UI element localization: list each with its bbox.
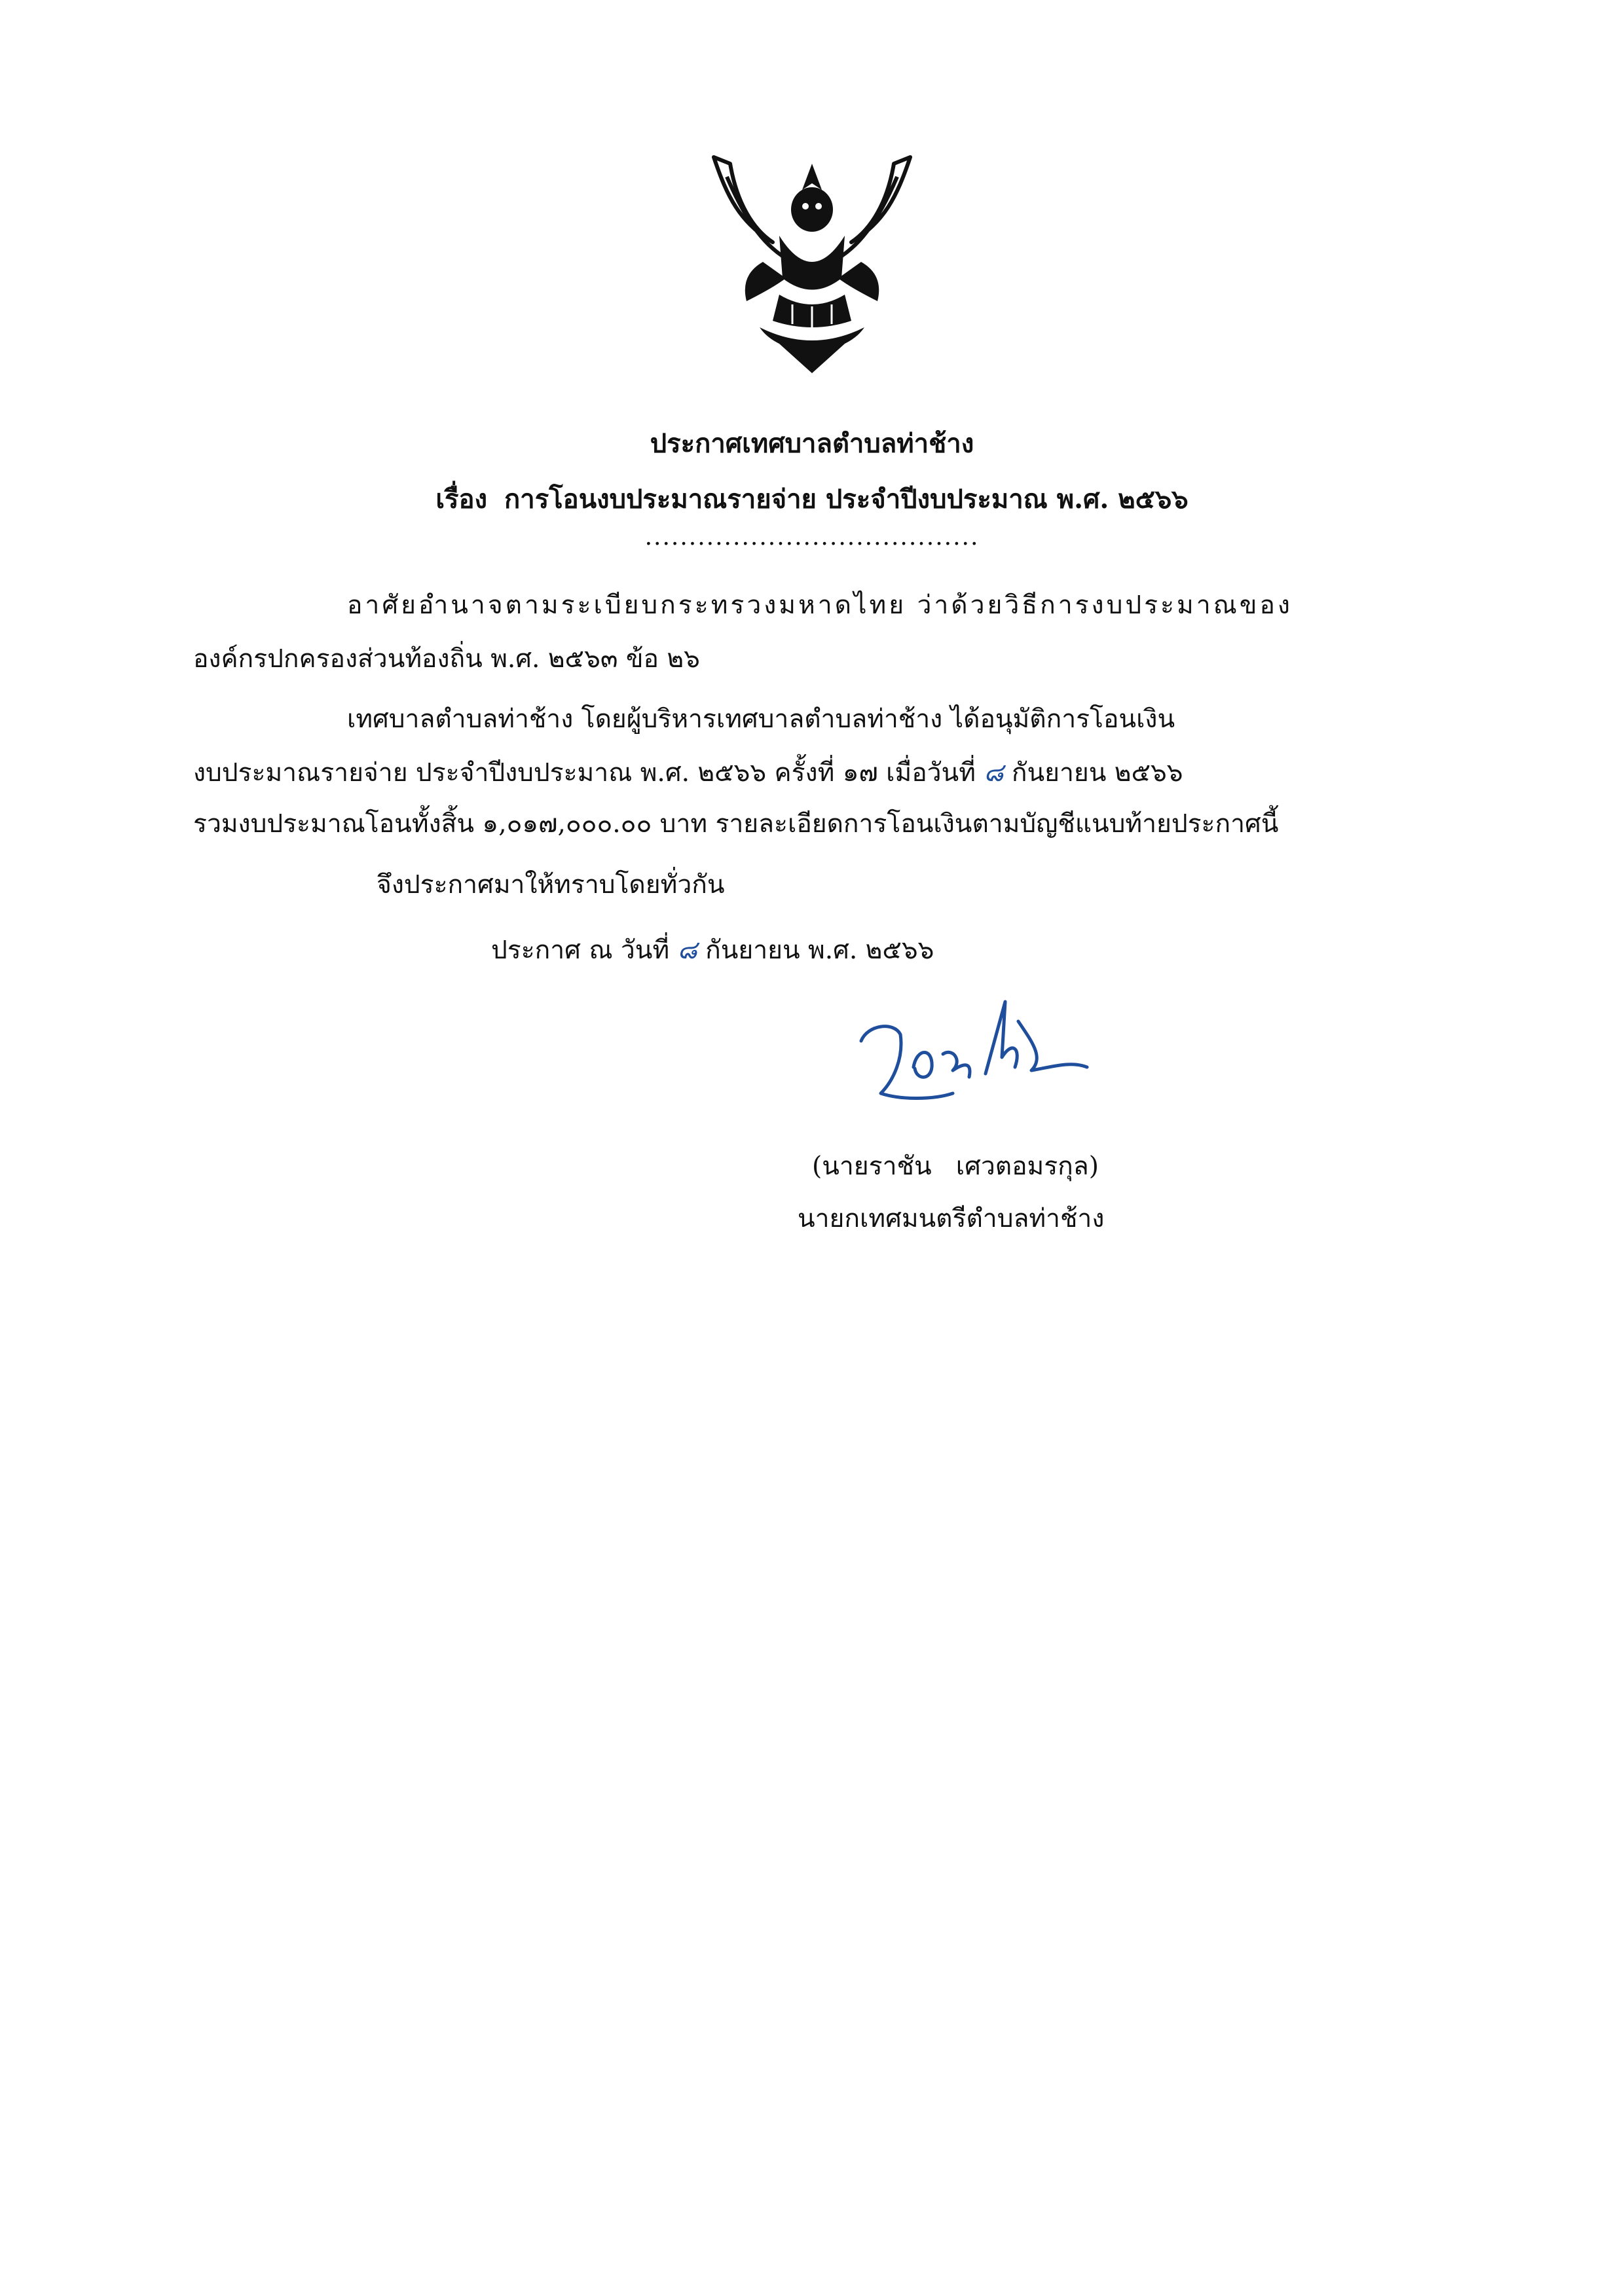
paragraph-2-line-2-text: งบประมาณรายจ่าย ประจำปีงบประมาณ พ.ศ. ๒๕๖๖ ครั้งที่ ๑๗ เมื่อวันที่ bbox=[193, 758, 976, 788]
announcement-date bbox=[491, 930, 934, 970]
handwritten-signature bbox=[855, 995, 1090, 1113]
paragraph-2-line-2-month: กันยายน ๒๕๖๖ bbox=[1011, 758, 1183, 788]
handwritten-date-day: ๘ bbox=[677, 936, 697, 965]
date-prefix: ประกาศ ณ วันที่ bbox=[491, 936, 670, 965]
paragraph-3: จึงประกาศมาให้ทราบโดยทั่วกัน bbox=[377, 870, 725, 900]
paragraph-2-line-2 bbox=[193, 752, 1183, 793]
title-divider: ...................................... bbox=[644, 524, 980, 551]
signer-position: นายกเทศมนตรีตำบลท่าช้าง bbox=[798, 1204, 1105, 1233]
announcement-subject bbox=[0, 478, 1624, 520]
paragraph-1-line-1: อาศัยอำนาจตามระเบียบกระทรวงมหาดไทย ว่าด้วยวิธีการงบประมาณของ bbox=[347, 591, 1293, 620]
announcement-title: ประกาศเทศบาลตำบลท่าช้าง bbox=[650, 428, 974, 459]
subject-label: เรื่อง bbox=[435, 484, 488, 515]
handwritten-day: ๘ bbox=[984, 758, 1004, 788]
garuda-emblem-icon bbox=[701, 137, 923, 380]
paragraph-2-line-1: เทศบาลตำบลท่าช้าง โดยผู้บริหารเทศบาลตำบลท่าช้าง ได้อนุมัติการโอนเงิน bbox=[347, 704, 1175, 734]
signer-name: (นายราชัน เศวตอมรกุล) bbox=[812, 1152, 1099, 1181]
date-suffix: กันยายน พ.ศ. ๒๕๖๖ bbox=[705, 936, 934, 965]
subject-text: การโอนงบประมาณรายจ่าย ประจำปีงบประมาณ พ.ศ. ๒๕๖๖ bbox=[504, 484, 1189, 515]
paragraph-1-line-2: องค์กรปกครองส่วนท้องถิ่น พ.ศ. ๒๕๖๓ ข้อ ๒๖ bbox=[193, 644, 700, 674]
paragraph-2-line-3: รวมงบประมาณโอนทั้งสิ้น ๑,๐๑๗,๐๐๐.๐๐ บาท รายละเอียดการโอนเงินตามบัญชีแนบท้ายประกาศนี้ bbox=[193, 809, 1279, 839]
